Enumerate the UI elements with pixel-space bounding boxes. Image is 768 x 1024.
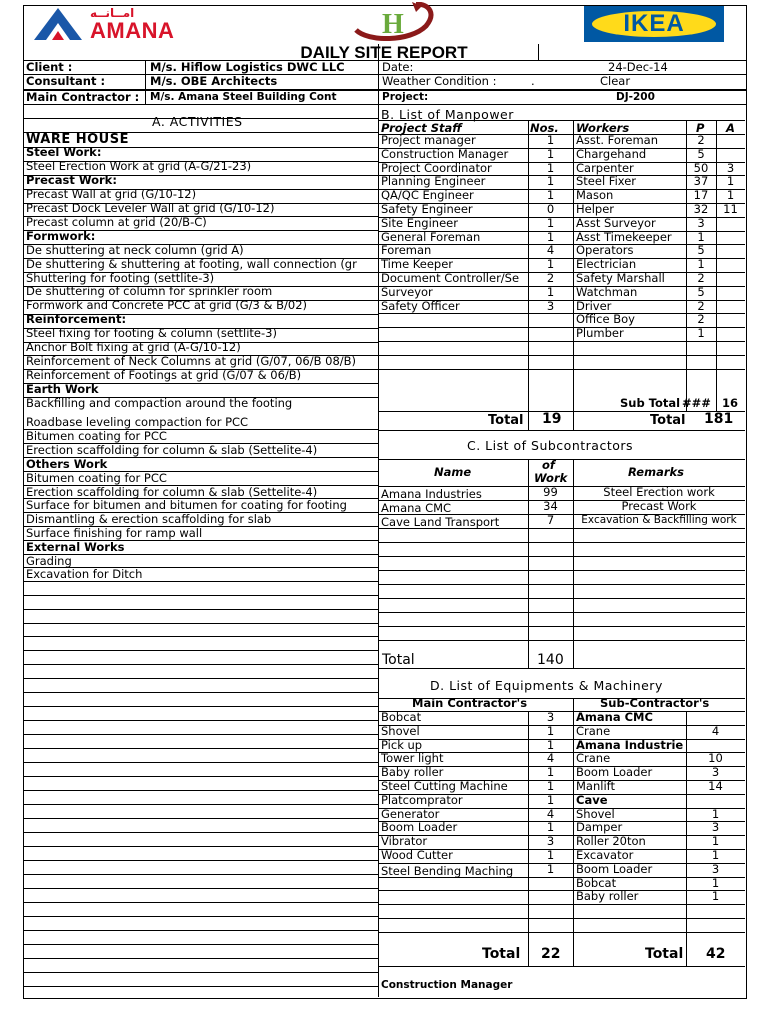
worker-present: 5 bbox=[697, 147, 705, 161]
grid-hline bbox=[378, 598, 745, 599]
worker-present: 32 bbox=[693, 202, 709, 216]
equipment-sub-qty: 3 bbox=[711, 765, 720, 779]
grid-hline bbox=[23, 664, 378, 665]
grid-hline bbox=[378, 966, 745, 967]
subcontractor-name: Amana Industries bbox=[381, 487, 482, 501]
staff-nos: 2 bbox=[546, 271, 555, 285]
activity-item: Bitumen coating for PCC bbox=[26, 471, 167, 485]
grid-hline bbox=[378, 556, 745, 557]
client-value: M/s. Hiflow Logistics DWC LLC bbox=[150, 60, 345, 74]
grid-hline bbox=[23, 734, 378, 735]
staff-name: Project Coordinator bbox=[381, 161, 492, 175]
grid-hline bbox=[23, 860, 378, 861]
equipment-main-name: Steel Bending Maching bbox=[381, 864, 514, 878]
staff-nos: 0 bbox=[546, 202, 555, 216]
weather-label: Weather Condition : bbox=[382, 74, 497, 88]
activity-item: Steel Work: bbox=[26, 145, 102, 159]
col-nos: Nos. bbox=[530, 121, 559, 135]
activity-item: Precast Wall at grid (G/10-12) bbox=[26, 187, 197, 201]
worker-present: 17 bbox=[693, 188, 709, 202]
staff-nos: 1 bbox=[546, 285, 555, 299]
grid-hline bbox=[23, 804, 378, 805]
worker-present: 2 bbox=[697, 312, 705, 326]
equipment-main-name: Baby roller bbox=[381, 765, 444, 779]
col-sub-name: Name bbox=[434, 465, 472, 479]
eq-main-total: 22 bbox=[541, 946, 561, 962]
equipment-main-name: Wood Cutter bbox=[381, 848, 453, 862]
grid-hline bbox=[378, 626, 745, 627]
amana-logo-text: AMANA bbox=[90, 18, 175, 43]
equipment-main-name: Vibrator bbox=[381, 834, 428, 848]
grid-hline bbox=[378, 369, 745, 370]
worker-name: Asst Surveyor bbox=[576, 216, 656, 230]
activity-item: Formwork: bbox=[26, 229, 96, 243]
subcontractor-work: 7 bbox=[546, 513, 555, 527]
grid-hline bbox=[378, 570, 745, 571]
equipment-heading: D. List of Equipments & Machinery bbox=[430, 678, 663, 693]
staff-nos: 4 bbox=[546, 243, 555, 257]
grid-hline bbox=[378, 668, 745, 669]
project-value: DJ-200 bbox=[616, 91, 655, 103]
worker-absent: 11 bbox=[723, 202, 738, 216]
worker-present: 37 bbox=[693, 174, 709, 188]
equipment-main-qty: 3 bbox=[546, 834, 555, 848]
activity-item: Erection scaffolding for column & slab (Settelite-4) bbox=[26, 485, 318, 499]
worker-name: Electrician bbox=[576, 257, 637, 271]
worker-present: 1 bbox=[697, 257, 705, 271]
eq-main-total-label: Total bbox=[482, 946, 521, 962]
ikea-logo bbox=[584, 6, 724, 42]
activity-item: Backfilling and compaction around the footing bbox=[26, 396, 293, 410]
contractor-value: M/s. Amana Steel Building Cont bbox=[150, 91, 337, 103]
grid-hline bbox=[378, 904, 745, 905]
equipment-main-name: Generator bbox=[381, 807, 440, 821]
worker-name: Steel Fixer bbox=[576, 174, 637, 188]
equipment-sub-qty: 1 bbox=[711, 876, 720, 890]
activity-item: Anchor Bolt fixing at grid (A-G/10-12) bbox=[26, 340, 241, 354]
grid-hline bbox=[23, 623, 378, 624]
grid-hline bbox=[23, 678, 378, 679]
ikea-logo-text: IKEA bbox=[623, 10, 685, 37]
grid-hline bbox=[23, 706, 378, 707]
grid-hline bbox=[23, 818, 378, 819]
grid-vline bbox=[573, 698, 574, 966]
staff-name: Time Keeper bbox=[381, 257, 454, 271]
grid-hline bbox=[23, 832, 378, 833]
grid-hline bbox=[23, 748, 378, 749]
equipment-sub-name: Boom Loader bbox=[576, 862, 653, 876]
grid-hline bbox=[378, 542, 745, 543]
worker-name: Carpenter bbox=[576, 161, 634, 175]
subtotal-a: 16 bbox=[722, 396, 739, 410]
grid-hline bbox=[23, 554, 378, 555]
equipment-main-qty: 1 bbox=[546, 765, 555, 779]
staff-nos: 1 bbox=[546, 188, 555, 202]
staff-name: Foreman bbox=[381, 243, 432, 257]
client-label: Client : bbox=[26, 60, 73, 74]
col-main-contractor: Main Contractor's bbox=[412, 696, 528, 710]
col-p: P bbox=[696, 121, 705, 135]
worker-name: Chargehand bbox=[576, 147, 647, 161]
grid-hline bbox=[23, 874, 378, 875]
equipment-main-qty: 4 bbox=[546, 751, 555, 765]
activity-item: Excavation for Ditch bbox=[26, 567, 143, 581]
activity-item: Reinforcement of Footings at grid (G/07 & 06/B) bbox=[26, 368, 302, 382]
col-project-staff: Project Staff bbox=[381, 121, 462, 135]
equipment-main-name: Platcomprator bbox=[381, 793, 463, 807]
equipment-main-qty: 1 bbox=[546, 862, 555, 876]
grid-hline bbox=[378, 640, 745, 641]
equipment-sub-name: Manlift bbox=[576, 779, 616, 793]
worker-present: 2 bbox=[697, 271, 705, 285]
activity-item: Surface for bitumen and bitumen for coating for footing bbox=[26, 498, 347, 512]
consultant-value: M/s. OBE Architects bbox=[150, 74, 278, 88]
grid-hline bbox=[23, 986, 378, 987]
equipment-sub-qty: 1 bbox=[711, 807, 720, 821]
weather-dot: . bbox=[531, 74, 535, 88]
worker-present: 2 bbox=[697, 133, 705, 147]
h-logo-icon bbox=[346, 2, 446, 42]
staff-name: Surveyor bbox=[381, 285, 433, 299]
worker-name: Watchman bbox=[576, 285, 638, 299]
col-workers: Workers bbox=[576, 121, 630, 135]
worker-present: 1 bbox=[697, 230, 705, 244]
worker-name: Asst Timekeeper bbox=[576, 230, 672, 244]
equipment-main-qty: 1 bbox=[546, 779, 555, 793]
activity-item: WARE HOUSE bbox=[26, 132, 129, 147]
worker-absent: 3 bbox=[726, 161, 735, 175]
equipment-sub-qty: 1 bbox=[711, 889, 720, 903]
sub-total-label: Total bbox=[382, 652, 415, 668]
activity-item: Steel fixing for footing & column (settlite-3) bbox=[26, 326, 277, 340]
equipment-sub-name: Roller 20ton bbox=[576, 834, 646, 848]
staff-name: Construction Manager bbox=[381, 147, 509, 161]
equipment-main-name: Pick up bbox=[381, 738, 423, 752]
activities-heading: A. ACTIVITIES bbox=[152, 114, 243, 129]
staff-name: QA/QC Engineer bbox=[381, 188, 474, 202]
activity-item: Reinforcement: bbox=[26, 312, 127, 326]
activity-item: Erection scaffolding for column & slab (Settelite-4) bbox=[26, 443, 318, 457]
activity-item: Dismantling & erection scaffolding for slab bbox=[26, 512, 272, 526]
grid-hline bbox=[378, 411, 745, 412]
equipment-sub-name: Amana Industrie bbox=[576, 738, 684, 752]
subcontractor-name: Cave Land Transport bbox=[381, 515, 500, 529]
grid-hline bbox=[23, 692, 378, 693]
eq-sub-total: 42 bbox=[706, 946, 726, 962]
equipment-main-qty: 1 bbox=[546, 793, 555, 807]
subcontractor-remarks: Excavation & Backfilling work bbox=[581, 514, 737, 526]
col-sub-work-2: Work bbox=[534, 471, 568, 485]
worker-name: Safety Marshall bbox=[576, 271, 665, 285]
sub-total: 140 bbox=[537, 652, 564, 668]
equipment-sub-name: Baby roller bbox=[576, 889, 639, 903]
equipment-sub-name: Damper bbox=[576, 820, 623, 834]
activity-item: Others Work bbox=[26, 457, 108, 471]
staff-name: Safety Engineer bbox=[381, 202, 473, 216]
equipment-main-name: Tower light bbox=[381, 751, 444, 765]
equipment-sub-name: Bobcat bbox=[576, 876, 617, 890]
staff-total-label: Total bbox=[488, 413, 524, 428]
col-sub-remarks: Remarks bbox=[628, 465, 684, 479]
activity-item: De shuttering at neck column (grid A) bbox=[26, 243, 244, 257]
grid-hline bbox=[23, 650, 378, 651]
worker-present: 2 bbox=[697, 299, 705, 313]
grid-hline bbox=[23, 902, 378, 903]
svg-text:H: H bbox=[382, 9, 404, 40]
staff-nos: 1 bbox=[546, 174, 555, 188]
equipment-sub-qty: 3 bbox=[711, 820, 720, 834]
activity-item: Earth Work bbox=[26, 382, 99, 396]
equipment-main-name: Steel Cutting Machine bbox=[381, 779, 508, 793]
equipment-main-qty: 1 bbox=[546, 724, 555, 738]
project-label: Project: bbox=[382, 91, 429, 103]
activity-item: Grading bbox=[26, 554, 72, 568]
grid-hline bbox=[378, 584, 745, 585]
worker-present: 1 bbox=[697, 326, 705, 340]
equipment-sub-name: Amana CMC bbox=[576, 710, 653, 724]
equipment-sub-qty: 1 bbox=[711, 848, 720, 862]
worker-present: 5 bbox=[697, 243, 705, 257]
subtotal-label: Sub Total bbox=[620, 396, 681, 410]
grid-hline bbox=[23, 944, 378, 945]
equipment-sub-name: Shovel bbox=[576, 807, 615, 821]
date-label: Date: bbox=[382, 60, 414, 74]
staff-name: General Foreman bbox=[381, 230, 481, 244]
grid-hline bbox=[23, 720, 378, 721]
grid-hline bbox=[23, 762, 378, 763]
equipment-sub-name: Boom Loader bbox=[576, 765, 653, 779]
worker-present: 5 bbox=[697, 285, 705, 299]
equipment-main-name: Shovel bbox=[381, 724, 420, 738]
grid-hline bbox=[378, 612, 745, 613]
worker-present: 3 bbox=[697, 216, 705, 230]
date-value: 24-Dec-14 bbox=[608, 60, 668, 74]
col-sub-work-1: of bbox=[542, 458, 555, 472]
subcontractor-work: 34 bbox=[543, 499, 558, 513]
staff-total: 19 bbox=[542, 411, 562, 427]
equipment-sub-name: Cave bbox=[576, 793, 608, 807]
worker-absent: 1 bbox=[726, 188, 735, 202]
grid-hline bbox=[378, 459, 745, 460]
col-sub-contractor: Sub-Contractor's bbox=[600, 696, 710, 710]
staff-nos: 1 bbox=[546, 230, 555, 244]
worker-name: Mason bbox=[576, 188, 614, 202]
equipment-sub-qty: 4 bbox=[711, 724, 720, 738]
activity-item: Roadbase leveling compaction for PCC bbox=[26, 415, 249, 429]
activity-item: External Works bbox=[26, 540, 125, 554]
worker-name: Office Boy bbox=[576, 312, 635, 326]
activity-item: Precast Work: bbox=[26, 173, 117, 187]
workers-total: 181 bbox=[704, 411, 734, 427]
staff-name: Site Engineer bbox=[381, 216, 458, 230]
activity-item: De shuttering & shuttering at footing, wall connection (gr bbox=[26, 257, 357, 271]
worker-absent: 1 bbox=[726, 174, 735, 188]
grid-hline bbox=[23, 581, 378, 582]
worker-name: Driver bbox=[576, 299, 612, 313]
staff-nos: 3 bbox=[546, 299, 555, 313]
contractor-label: Main Contractor : bbox=[26, 90, 140, 104]
grid-vline bbox=[573, 120, 574, 430]
grid-hline bbox=[23, 958, 378, 959]
staff-nos: 1 bbox=[546, 161, 555, 175]
activity-item: Precast column at grid (20/B-C) bbox=[26, 215, 207, 229]
grid-hline bbox=[23, 930, 378, 931]
equipment-main-qty: 1 bbox=[546, 820, 555, 834]
subcontractor-work: 99 bbox=[543, 485, 558, 499]
staff-name: Project manager bbox=[381, 133, 476, 147]
worker-name: Plumber bbox=[576, 326, 624, 340]
subcontractor-remarks: Precast Work bbox=[621, 499, 697, 513]
grid-hline bbox=[23, 595, 378, 596]
equipment-sub-qty: 1 bbox=[711, 834, 720, 848]
grid-hline bbox=[23, 636, 378, 637]
equipment-main-name: Boom Loader bbox=[381, 820, 458, 834]
grid-hline bbox=[23, 790, 378, 791]
subcontractor-remarks: Steel Erection work bbox=[603, 485, 715, 499]
grid-hline bbox=[378, 918, 745, 919]
subcontractor-name: Amana CMC bbox=[381, 501, 452, 515]
activity-item: Bitumen coating for PCC bbox=[26, 429, 167, 443]
staff-name: Safety Officer bbox=[381, 299, 460, 313]
activity-item: Formwork and Concrete PCC at grid (G/3 & B/02) bbox=[26, 298, 308, 312]
grid-hline bbox=[23, 916, 378, 917]
grid-hline bbox=[378, 932, 745, 933]
col-a: A bbox=[726, 121, 735, 135]
page-title: DAILY SITE REPORT bbox=[300, 43, 468, 62]
eq-sub-total-label: Total bbox=[645, 946, 684, 962]
subcontractors-heading: C. List of Subcontractors bbox=[467, 438, 634, 453]
staff-name: Document Controller/Se bbox=[381, 271, 520, 285]
staff-nos: 1 bbox=[546, 216, 555, 230]
grid-hline bbox=[23, 776, 378, 777]
activity-item: Surface finishing for ramp wall bbox=[26, 526, 203, 540]
grid-hline bbox=[23, 609, 378, 610]
equipment-main-qty: 1 bbox=[546, 738, 555, 752]
equipment-main-qty: 3 bbox=[546, 710, 555, 724]
activity-item: Reinforcement of Neck Columns at grid (G/07, 06/B 08/B) bbox=[26, 354, 357, 368]
activity-item: De shuttering of column for sprinkler room bbox=[26, 284, 273, 298]
amana-logo bbox=[32, 6, 192, 42]
staff-name: Planning Engineer bbox=[381, 174, 486, 188]
worker-name: Asst. Foreman bbox=[576, 133, 658, 147]
weather-value: Clear bbox=[600, 74, 631, 88]
workers-total-label: Total bbox=[650, 413, 686, 428]
equipment-sub-name: Crane bbox=[576, 724, 611, 738]
signature-label: Construction Manager bbox=[381, 979, 513, 991]
amana-arabic-text: امــانــه bbox=[90, 6, 135, 20]
activity-item: Steel Erection Work at grid (A-G/21-23) bbox=[26, 159, 252, 173]
equipment-sub-qty: 3 bbox=[711, 862, 720, 876]
worker-name: Helper bbox=[576, 202, 615, 216]
grid-hline bbox=[378, 430, 745, 431]
staff-nos: 1 bbox=[546, 147, 555, 161]
consultant-label: Consultant : bbox=[26, 74, 106, 88]
worker-name: Operators bbox=[576, 243, 634, 257]
subtotal-p: ### bbox=[682, 396, 711, 410]
grid-hline bbox=[23, 888, 378, 889]
staff-nos: 1 bbox=[546, 257, 555, 271]
worker-present: 50 bbox=[693, 161, 709, 175]
manpower-heading: B. List of Manpower bbox=[381, 107, 514, 122]
grid-hline bbox=[23, 846, 378, 847]
grid-hline bbox=[378, 355, 745, 356]
activity-item: Shuttering for footing (settlite-3) bbox=[26, 271, 215, 285]
equipment-sub-name: Crane bbox=[576, 751, 611, 765]
grid-hline bbox=[23, 972, 378, 973]
grid-hline bbox=[378, 341, 745, 342]
activity-item: Precast Dock Leveler Wall at grid (G/10-12) bbox=[26, 201, 275, 215]
equipment-sub-qty: 14 bbox=[708, 779, 723, 793]
equipment-main-qty: 4 bbox=[546, 807, 555, 821]
equipment-main-name: Bobcat bbox=[381, 710, 422, 724]
equipment-sub-qty: 10 bbox=[708, 751, 723, 765]
equipment-sub-name: Excavator bbox=[576, 848, 634, 862]
staff-nos: 1 bbox=[546, 133, 555, 147]
equipment-main-qty: 1 bbox=[546, 848, 555, 862]
